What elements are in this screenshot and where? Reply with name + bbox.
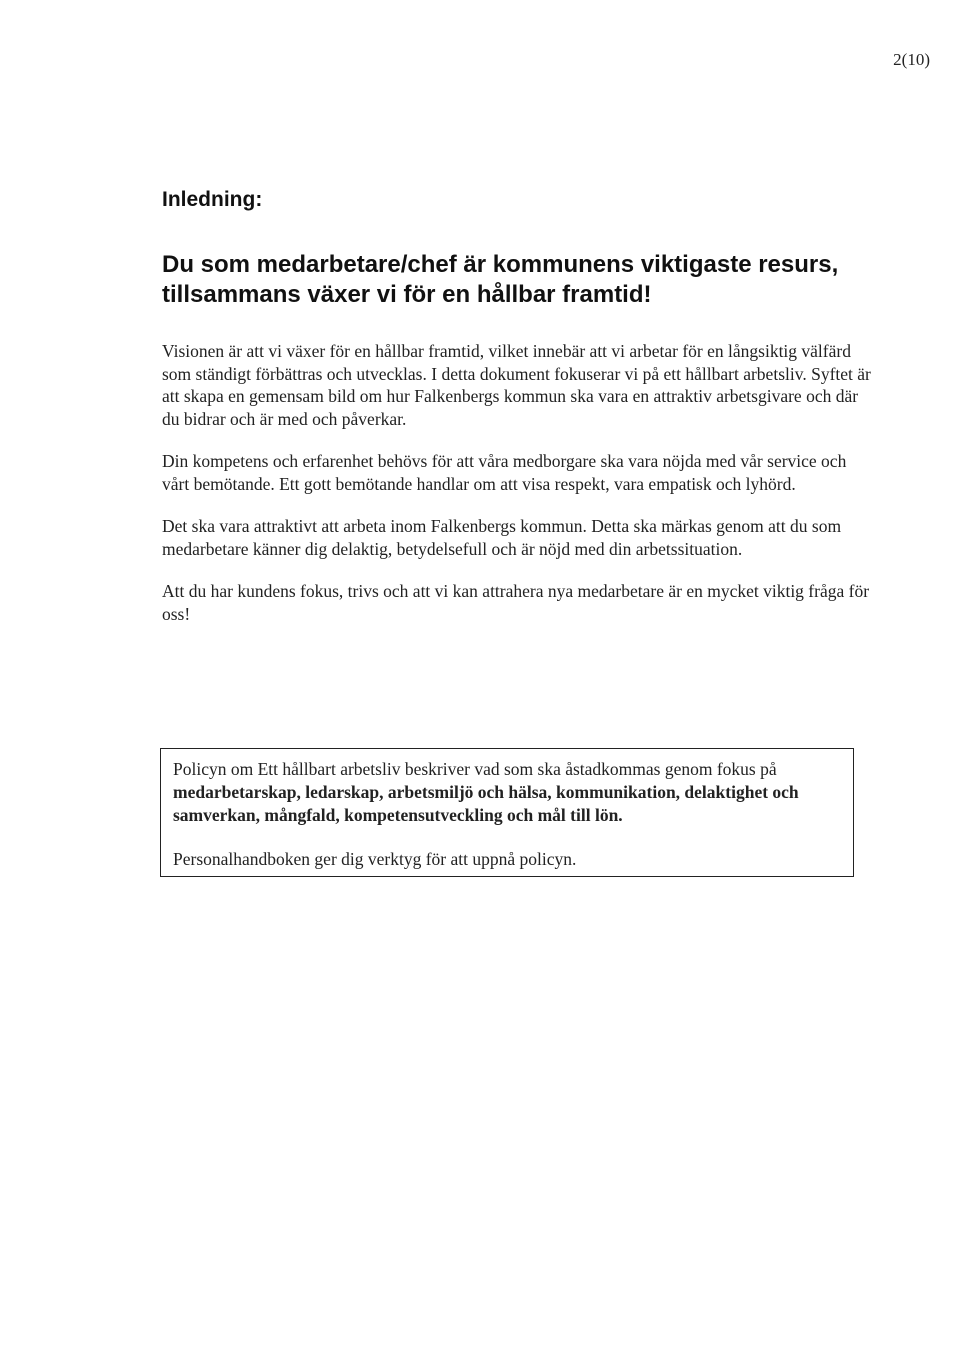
paragraph-vision: Visionen är att vi växer för en hållbar framtid, vilket innebär att vi arbetar för en långsiktig välfärd som ständigt förbättras och utvecklas. I detta dokument fokuserar vi på ett hållbart arbetsliv. Syftet är att skapa en gemensam bild om hur Falkenbergs kommun ska vara en attraktiv arbetsgivare och där du bidrar och är med och påverkar. — [162, 341, 871, 429]
policy-footer: Personalhandboken ger dig verktyg för att uppnå policyn. — [173, 849, 577, 869]
policy-box — [160, 748, 854, 877]
section-label: Inledning: — [162, 188, 263, 211]
headline: Du som medarbetare/chef är kommunens viktigaste resurs, tillsammans växer vi för en hållbar framtid! — [162, 251, 839, 308]
page-number: 2(10) — [893, 50, 930, 69]
policy-statement — [173, 758, 841, 827]
paragraph-attractive: Det ska vara attraktivt att arbeta inom Falkenbergs kommun. Detta ska märkas genom att du som medarbetare känner dig delaktig, betydelsefull och är nöjd med din arbetssituation. — [162, 516, 842, 559]
policy-focus-areas: medarbetarskap, ledarskap, arbetsmiljö och hälsa, kommunikation, delaktighet och samverkan, mångfald, kompetensutveckling och mål till lön. — [173, 782, 799, 825]
paragraph-competence: Din kompetens och erfarenhet behövs för att våra medborgare ska vara nöjda med vår service och vårt bemötande. Ett gott bemötande handlar om att visa respekt, vara empatisk och lyhörd. — [162, 451, 847, 494]
paragraph-customer-focus: Att du har kundens fokus, trivs och att vi kan attrahera nya medarbetare är en mycket viktig fråga för oss! — [162, 581, 870, 624]
document-body — [162, 188, 874, 645]
policy-intro: Policyn om Ett hållbart arbetsliv beskriver vad som ska åstadkommas genom fokus på — [173, 759, 777, 779]
